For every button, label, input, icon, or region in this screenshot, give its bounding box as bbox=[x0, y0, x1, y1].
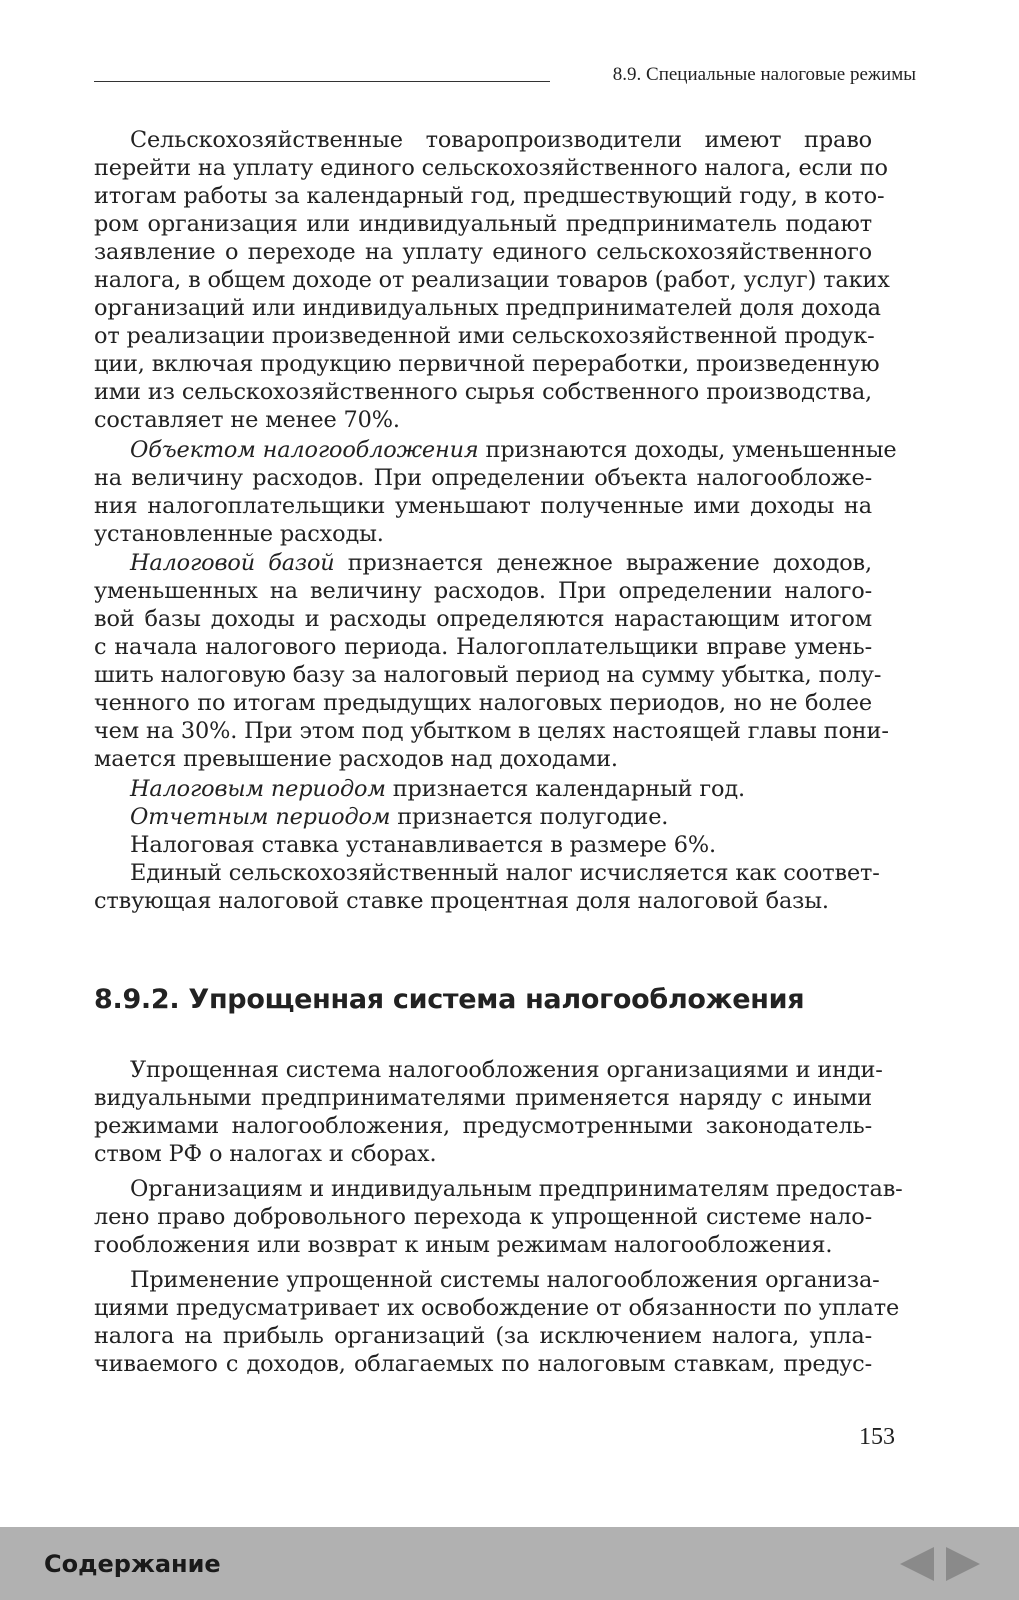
text-line: ченного по итогам предыдущих налоговых периодов, но не более bbox=[94, 690, 872, 716]
text-fragment: признается календарный год. bbox=[385, 776, 745, 802]
paragraph-simplified-system bbox=[94, 1056, 883, 1168]
text-line: Единый сельскохозяйственный налог исчисляется как соответ- bbox=[130, 860, 880, 886]
triangle-right-icon bbox=[946, 1547, 980, 1581]
text-line: уменьшенных на величину расходов. При определении налого- bbox=[94, 578, 872, 604]
paragraph-object-of-taxation bbox=[94, 436, 897, 548]
text-line: перейти на уплату единого сельскохозяйственного налога, если по bbox=[94, 155, 888, 181]
text-line: Сельскохозяйственные товаропроизводители имеют право bbox=[130, 127, 872, 153]
term-italic: Налоговым периодом bbox=[130, 776, 386, 802]
text-line: налога, в общем доходе от реализации товаров (работ, услуг) таких bbox=[94, 267, 890, 293]
text-line: с начала налогового периода. Налогоплательщики вправе умень- bbox=[94, 634, 872, 660]
text-line: на величину расходов. При определении объекта налогообложе- bbox=[94, 465, 872, 491]
text-line: Организациям и индивидуальным предпринимателям предостав- bbox=[130, 1176, 903, 1202]
text-line: мается превышение расходов над доходами. bbox=[94, 746, 618, 772]
header-rule bbox=[94, 81, 550, 82]
paragraph-tax-base bbox=[94, 549, 889, 773]
text-line: организаций или индивидуальных предпринимателей доля дохода bbox=[94, 295, 881, 321]
text-line: установленные расходы. bbox=[94, 521, 384, 547]
text-line: гообложения или возврат к иным режимам налогообложения. bbox=[94, 1232, 833, 1258]
text-line: ром организация или индивидуальный предприниматель подают bbox=[94, 211, 872, 237]
term-italic: Объектом налогообложения bbox=[130, 437, 479, 463]
text-line: Налоговая ставка устанавливается в размере 6%. bbox=[130, 832, 716, 858]
text-line: ими из сельскохозяйственного сырья собственного производства, bbox=[94, 379, 872, 405]
table-of-contents-link[interactable]: Содержание bbox=[44, 1550, 221, 1578]
text-line bbox=[94, 436, 897, 464]
triangle-left-icon bbox=[900, 1547, 934, 1581]
term-italic: Отчетным периодом bbox=[130, 804, 391, 830]
previous-page-button[interactable] bbox=[896, 1545, 936, 1583]
text-fragment: признается полугодие. bbox=[390, 804, 669, 830]
paragraph-agricultural-producers bbox=[94, 126, 890, 434]
running-header bbox=[94, 62, 920, 90]
section-heading: 8.9.2. Упрощенная система налогообложения bbox=[94, 984, 805, 1015]
text-line: ния налогоплательщики уменьшают полученные ими доходы на bbox=[94, 493, 872, 519]
text-line: чем на 30%. При этом под убытком в целях настоящей главы пони- bbox=[94, 718, 889, 744]
text-line: видуальными предпринимателями применяется наряду с иными bbox=[94, 1085, 872, 1111]
text-line: чиваемого с доходов, облагаемых по налоговым ставкам, предус- bbox=[94, 1351, 872, 1377]
text-line: Упрощенная система налогообложения организациями и инди- bbox=[130, 1057, 883, 1083]
text-line: лено право добровольного перехода к упрощенной системе нало- bbox=[94, 1204, 872, 1230]
text-line bbox=[94, 549, 872, 577]
navigation-footer bbox=[0, 1527, 1019, 1600]
paragraph-periods-and-rate bbox=[94, 775, 880, 915]
text-line: итогам работы за календарный год, предшествующий году, в кото- bbox=[94, 183, 885, 209]
paragraph-exemption bbox=[94, 1266, 900, 1378]
text-line: ством РФ о налогах и сборах. bbox=[94, 1141, 437, 1167]
text-line: ции, включая продукцию первичной переработки, произведенную bbox=[94, 351, 880, 377]
running-title: 8.9. Специальные налоговые режимы bbox=[612, 64, 916, 85]
term-italic: Налоговой базой bbox=[130, 550, 335, 576]
text-line: заявление о переходе на уплату единого сельскохозяйственного bbox=[94, 239, 872, 265]
text-line: налога на прибыль организаций (за исключением налога, упла- bbox=[94, 1323, 872, 1349]
text-line: составляет не менее 70%. bbox=[94, 407, 400, 433]
text-line: от реализации произведенной ими сельскохозяйственной продук- bbox=[94, 323, 875, 349]
next-page-button[interactable] bbox=[944, 1545, 984, 1583]
text-line: ствующая налоговой ставке процентная доля налоговой базы. bbox=[94, 888, 829, 914]
text-fragment: признается денежное выражение доходов, bbox=[334, 550, 872, 576]
text-line: режимами налогообложения, предусмотренными законодатель- bbox=[94, 1113, 872, 1139]
page-number: 153 bbox=[859, 1424, 895, 1450]
text-line: циями предусматривает их освобождение от обязанности по уплате bbox=[94, 1295, 900, 1321]
text-line bbox=[94, 775, 872, 803]
text-line: вой базы доходы и расходы определяются нарастающим итогом bbox=[94, 606, 872, 632]
text-line bbox=[94, 803, 872, 831]
paragraph-voluntary-transition bbox=[94, 1175, 903, 1259]
text-line: Применение упрощенной системы налогообложения организа- bbox=[130, 1267, 880, 1293]
text-fragment: признаются доходы, уменьшенные bbox=[478, 437, 897, 463]
text-line: шить налоговую базу за налоговый период на сумму убытка, полу- bbox=[94, 662, 882, 688]
